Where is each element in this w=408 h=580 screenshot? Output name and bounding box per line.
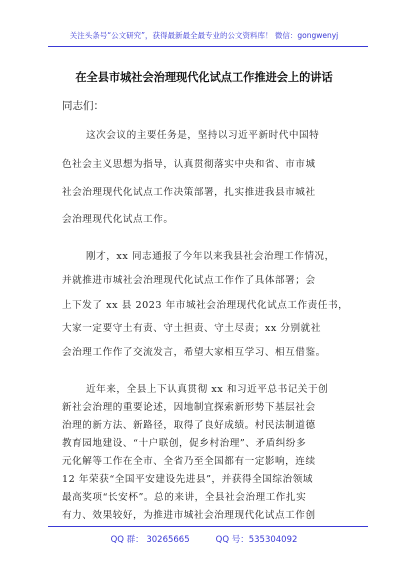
paragraph-2-line-1: 刚才，xx 同志通报了今年以来我县社会治理工作情况， xyxy=(86,251,335,262)
paragraph-3-line-2: 新社会治理的重要论述，因地制宜探索新形势下基层社会 xyxy=(62,402,316,413)
paragraph-3-line-1: 近年来，全县上下认真贯彻 xx 和习近平总书记关于创 xyxy=(86,384,329,395)
paragraph-1-line-3: 社会治理现代化试点工作决策部署，扎实推进我县市城社 xyxy=(62,187,316,198)
qq-number: QQ 号：535304092 xyxy=(215,535,298,545)
paragraph-1-line-4: 会治理现代化试点工作。 xyxy=(62,214,174,225)
paragraph-3-line-3: 治理的新方法、新路径，取得了良好成绩。村民法制道德 xyxy=(62,420,316,431)
paragraph-3-line-5: 元化解等工作在全市、全省乃至全国都有一定影响，连续 xyxy=(62,456,316,467)
qq-group-number: QQ 群： 30265665 xyxy=(110,535,190,545)
paragraph-2-line-3: 上下发了 xx 县 2023 年市城社会治理现代化试点工作责任书， xyxy=(62,300,349,311)
paragraph-3-line-8: 有力、效果较好，为推进市城社会治理现代化试点工作创 xyxy=(62,510,316,521)
paragraph-2-line-5: 会治理工作作了交流发言，希望大家相互学习、相互借鉴。 xyxy=(62,347,326,358)
greeting: 同志们： xyxy=(62,100,104,112)
footer-divider xyxy=(48,526,368,527)
paragraph-3-line-4: 教育园地建设、“十户联创，促乡村治理”、矛盾纠纷多 xyxy=(62,438,307,449)
paragraph-3-line-7: 最高奖项“长安杯”。总的来讲，全县社会治理工作扎实 xyxy=(62,492,307,503)
footer-contact xyxy=(0,533,408,545)
paragraph-3-line-6: 12 年荣获“全国平安建设先进县”，并获得全国综治领域 xyxy=(62,474,313,485)
header-notice: 关注头条号“公文研究”，获得最新最全最专业的公文资料库！ 微信：gongwenyj xyxy=(69,31,339,40)
paragraph-1-line-2: 色社会主义思想为指导，认真贯彻落实中央和省、市市城 xyxy=(62,159,316,170)
header-divider xyxy=(48,46,368,47)
paragraph-1-line-1: 这次会议的主要任务是，坚持以习近平新时代中国特 xyxy=(86,130,320,141)
paragraph-2-line-2: 并就推进市城社会治理现代化试点工作作了具体部署；会 xyxy=(62,275,316,286)
document-title: 在全县市城社会治理现代化试点工作推进会上的讲话 xyxy=(75,70,333,84)
paragraph-2-line-4: 大家一定要守土有责、守土担责、守土尽责；xx 分别就社 xyxy=(62,323,321,334)
